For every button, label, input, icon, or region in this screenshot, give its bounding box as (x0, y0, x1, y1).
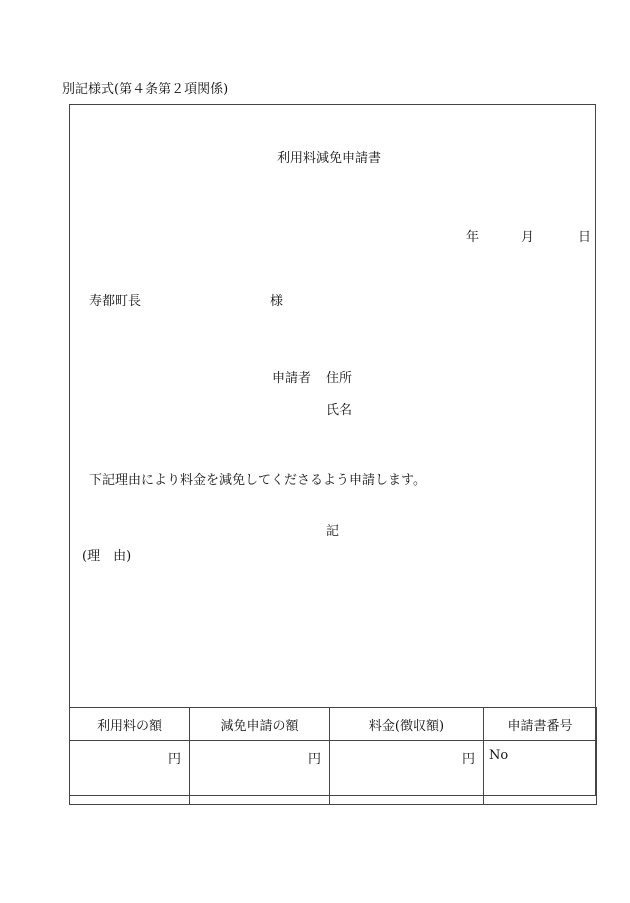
date-month: 月 (521, 230, 535, 245)
fee-table-value-row (70, 741, 597, 805)
page-title: 利用料減免申請書 (277, 151, 382, 166)
reason-label: (理 由) (82, 549, 132, 564)
header-exemption-amount: 減免申請の額 (190, 708, 330, 741)
fee-table (69, 707, 597, 805)
usage-fee-cell[interactable]: 円 (70, 741, 190, 805)
exemption-amount-cell[interactable]: 円 (190, 741, 330, 805)
addressee-honorific: 様 (270, 294, 284, 309)
applicant-label: 申請者 (272, 371, 312, 386)
form-caption: 別記様式(第４条第２項関係) (62, 82, 229, 97)
date-year: 年 (466, 230, 480, 245)
addressee-name: 寿都町長 (89, 294, 142, 309)
request-text: 下記理由により料金を減免してくださるよう申請します。 (89, 473, 426, 488)
ki-label: 記 (326, 524, 340, 539)
applicant-address-label: 住所 (326, 371, 353, 386)
applicant-name-label: 氏名 (326, 403, 353, 418)
collected-fee-cell[interactable]: 円 (330, 741, 484, 805)
header-usage-fee: 利用料の額 (70, 708, 190, 741)
date-day: 日 (578, 230, 592, 245)
header-application-number: 申請書番号 (484, 708, 597, 741)
form-frame (69, 104, 596, 796)
header-collected-fee: 料金(徴収額) (330, 708, 484, 741)
fee-table-header-row (70, 708, 597, 741)
application-number-cell[interactable]: No (484, 741, 597, 805)
